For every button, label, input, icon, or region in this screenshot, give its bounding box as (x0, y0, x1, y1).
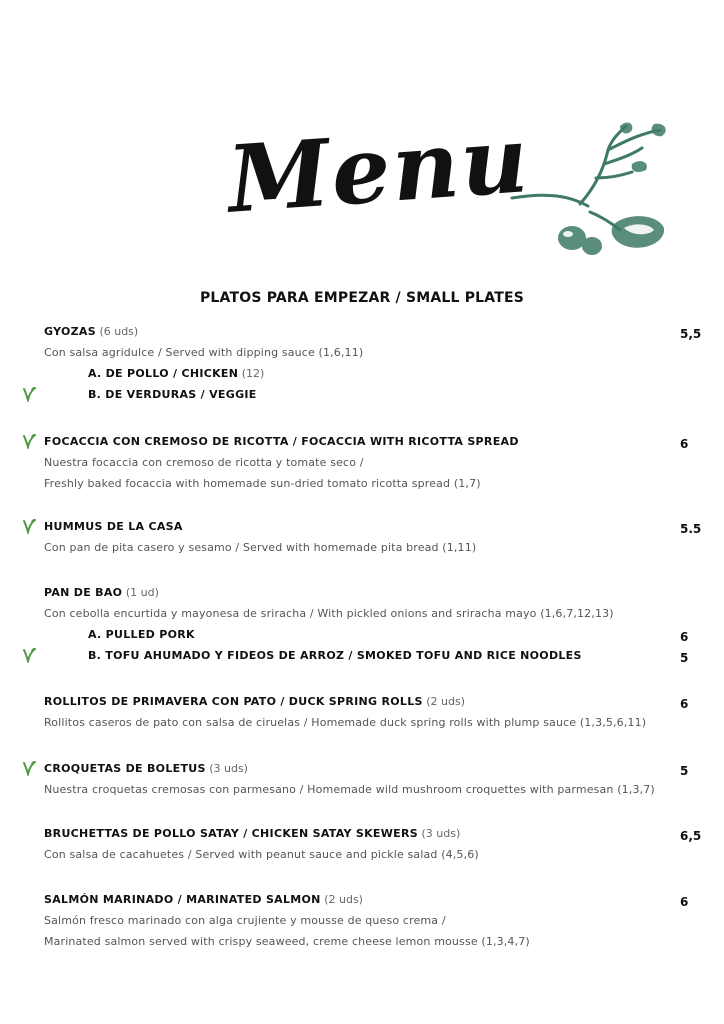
menu-item-description: Rollitos caseros de pato con salsa de ciruelas / Homemade duck spring rolls with plump sauce (1,3,5,6,11) (44, 716, 647, 729)
herb-illustration (508, 120, 678, 270)
menu-item-name-line (44, 827, 460, 840)
menu-item-name: SALMÓN MARINADO / MARINATED SALMON (44, 893, 321, 906)
menu-subitem-label: A. DE POLLO / CHICKEN (88, 367, 239, 380)
menu-item-name: PAN DE BAO (44, 586, 123, 599)
menu-subitem-label: B. TOFU AHUMADO Y FIDEOS DE ARROZ / SMOKED TOFU AND RICE NOODLES (88, 649, 582, 662)
menu-item-name-line (44, 325, 138, 338)
menu-item-description: Nuestra croquetas cremosas con parmesano / Homemade wild mushroom croquettes with parmesan (1,3,7) (44, 783, 655, 796)
vegetarian-leaf-icon (22, 518, 36, 534)
menu-item-name-line (44, 520, 183, 533)
menu-title: Menu (224, 105, 534, 234)
menu-item-price: 5.5 (680, 522, 702, 536)
menu-item-description: Marinated salmon served with crispy seaweed, creme cheese lemon mousse (1,3,4,7) (44, 935, 530, 948)
menu-item-quantity: (6 uds) (99, 325, 139, 338)
section-heading: PLATOS PARA EMPEZAR / SMALL PLATES (199, 290, 525, 306)
menu-item-price: 6 (680, 895, 689, 909)
vegetarian-leaf-icon (22, 433, 36, 449)
menu-item-name: HUMMUS DE LA CASA (44, 520, 183, 533)
menu-item-description: Salmón fresco marinado con alga crujiente y mousse de queso crema / (44, 914, 446, 927)
menu-item-name: FOCACCIA CON CREMOSO DE RICOTTA / FOCACCIA WITH RICOTTA SPREAD (44, 435, 519, 448)
menu-subitem-price: 6 (680, 630, 689, 644)
menu-item-price: 6,5 (680, 829, 702, 843)
menu-subitem-label: A. PULLED PORK (88, 628, 195, 641)
menu-item-name-line (44, 695, 465, 708)
menu-item-description: Con salsa de cacahuetes / Served with peanut sauce and pickle salad (4,5,6) (44, 848, 479, 861)
menu-item-name: GYOZAS (44, 325, 96, 338)
menu-subitem-price: 5 (680, 651, 689, 665)
menu-subitem-label: B. DE VERDURAS / VEGGIE (88, 388, 257, 401)
menu-item-description: Nuestra focaccia con cremoso de ricotta y tomate seco / (44, 456, 364, 469)
menu-item-description: Con salsa agridulce / Served with dipping sauce (1,6,11) (44, 346, 364, 359)
menu-item-description: Con cebolla encurtida y mayonesa de sriracha / With pickled onions and sriracha mayo (1,6,7,12,13) (44, 607, 614, 620)
menu-item-name: ROLLITOS DE PRIMAVERA CON PATO / DUCK SPRING ROLLS (44, 695, 423, 708)
menu-subitem-quantity: (12) (241, 367, 265, 380)
vegetarian-leaf-icon (22, 647, 36, 663)
menu-item-name: BRUCHETTAS DE POLLO SATAY / CHICKEN SATAY SKEWERS (44, 827, 418, 840)
vegetarian-leaf-icon (22, 760, 36, 776)
menu-item-quantity: (2 uds) (324, 893, 363, 906)
menu-subitem (88, 628, 195, 641)
menu-item-price: 6 (680, 437, 689, 451)
menu-item-quantity: (2 uds) (426, 695, 466, 708)
menu-item-name: CROQUETAS DE BOLETUS (44, 762, 206, 775)
menu-item-name-line (44, 435, 519, 448)
menu-item-name-line (44, 893, 363, 906)
menu-item-quantity: (1 ud) (125, 586, 159, 599)
menu-item-description: Con pan de pita casero y sesamo / Served with homemade pita bread (1,11) (44, 541, 477, 554)
menu-item-name-line (44, 586, 159, 599)
menu-item-quantity: (3 uds) (209, 762, 248, 775)
menu-subitem (88, 367, 264, 380)
menu-subitem (88, 388, 257, 401)
menu-item-name-line (44, 762, 248, 775)
menu-subitem (88, 649, 582, 662)
menu-item-price: 5,5 (680, 327, 702, 341)
menu-item-quantity: (3 uds) (421, 827, 461, 840)
menu-item-price: 6 (680, 697, 689, 711)
menu-item-description: Freshly baked focaccia with homemade sun-dried tomato ricotta spread (1,7) (44, 477, 481, 490)
vegetarian-leaf-icon (22, 386, 36, 402)
menu-item-price: 5 (680, 764, 689, 778)
